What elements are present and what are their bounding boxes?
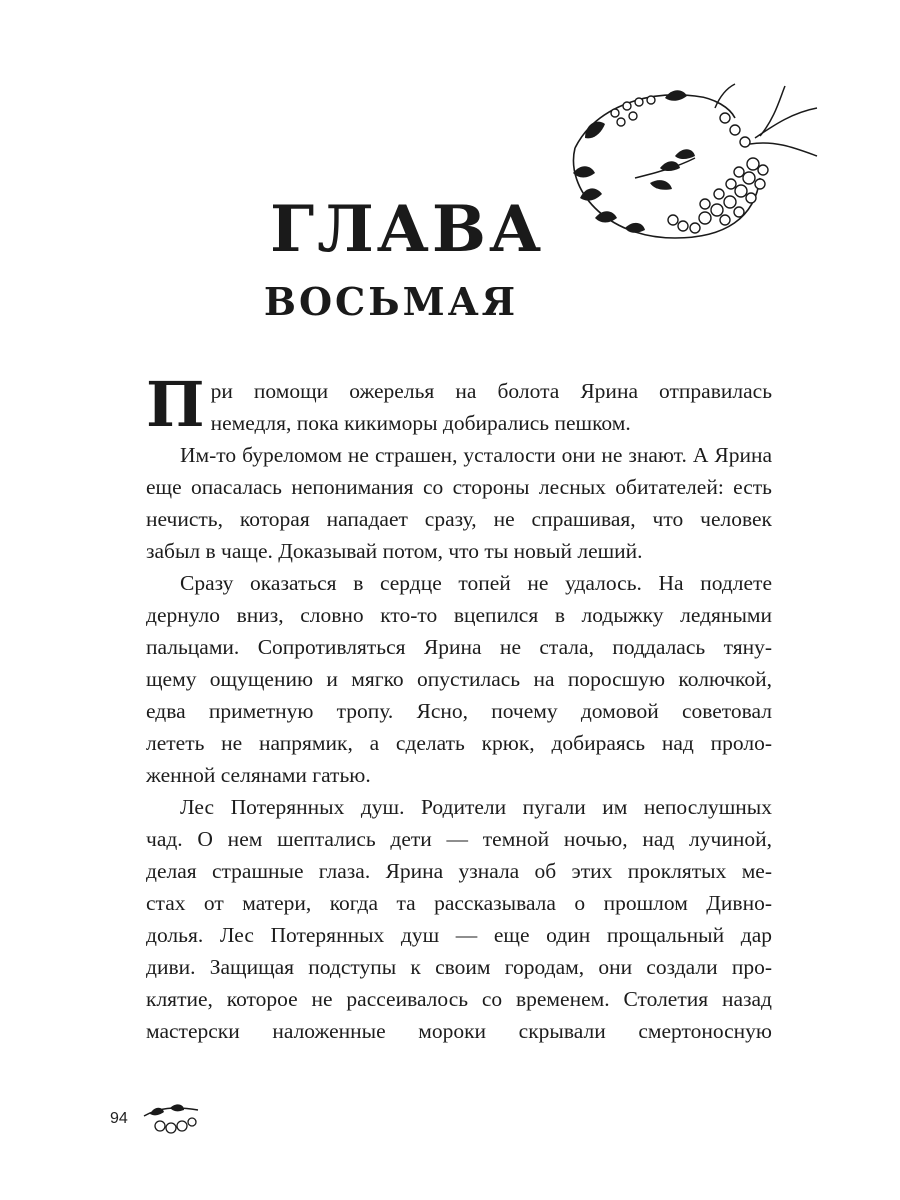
text-line: пальцами. Сопротивляться Ярина не стала, поддалась тяну- xyxy=(146,635,772,659)
text-line: еще опасалась непонимания со стороны лесных обитателей: есть xyxy=(146,475,772,499)
chapter-subtitle: ВОСЬМАЯ xyxy=(263,279,519,324)
text-line: ри помощи ожерелья на болота Ярина отправилась xyxy=(210,379,772,403)
text-line: чад. О нем шептались дети — темной ночью, над лучиной, xyxy=(146,827,772,851)
text-line: нечисть, которая нападает сразу, не спрашивая, что человек xyxy=(146,507,772,531)
text-line: Лес Потерянных душ. Родители пугали им непослушных xyxy=(180,795,772,819)
text-line: делая страшные глаза. Ярина узнала об этих проклятых ме- xyxy=(146,859,772,883)
text-line: забыл в чаще. Доказывай потом, что ты новый леший. xyxy=(146,539,643,563)
text-line: долья. Лес Потерянных душ — еще один прощальный дар xyxy=(146,923,772,947)
body-text xyxy=(146,375,772,1047)
text-line: едва приметную тропу. Ясно, почему домовой советовал xyxy=(146,699,772,723)
opening-paragraph xyxy=(146,375,772,439)
text-line: щему ощущению и мягко опустилась на поросшую колючкой, xyxy=(146,667,772,691)
text-line: диви. Защищая подступы к своим городам, они создали про- xyxy=(146,955,772,979)
text-line: дернуло вниз, словно кто-то вцепился в лодыжку ледяными xyxy=(146,603,772,627)
chapter-title: ГЛАВА xyxy=(270,192,545,267)
drop-cap: П xyxy=(146,375,205,439)
text-line: Им-то буреломом не страшен, усталости они не знают. А Ярина xyxy=(180,443,772,467)
text-line: лететь не напрямик, а сделать крюк, добираясь над проло- xyxy=(146,731,772,755)
text-line: клятие, которое не рассеивалось со временем. Столетия назад xyxy=(146,987,772,1011)
text-line: немедля, пока кикиморы добирались пешком. xyxy=(210,411,631,435)
berry-ornament-icon xyxy=(140,1098,204,1138)
text-line: мастерски наложенные мороки скрывали смертоносную xyxy=(146,1019,772,1043)
wreath-illustration xyxy=(555,78,825,248)
text-line: женной селянами гатью. xyxy=(146,763,371,787)
text-line: Сразу оказаться в сердце топей не удалось. На подлете xyxy=(180,571,772,595)
page-number: 94 xyxy=(110,1110,128,1127)
text-line: стах от матери, когда та рассказывала о прошлом Дивно- xyxy=(146,891,772,915)
